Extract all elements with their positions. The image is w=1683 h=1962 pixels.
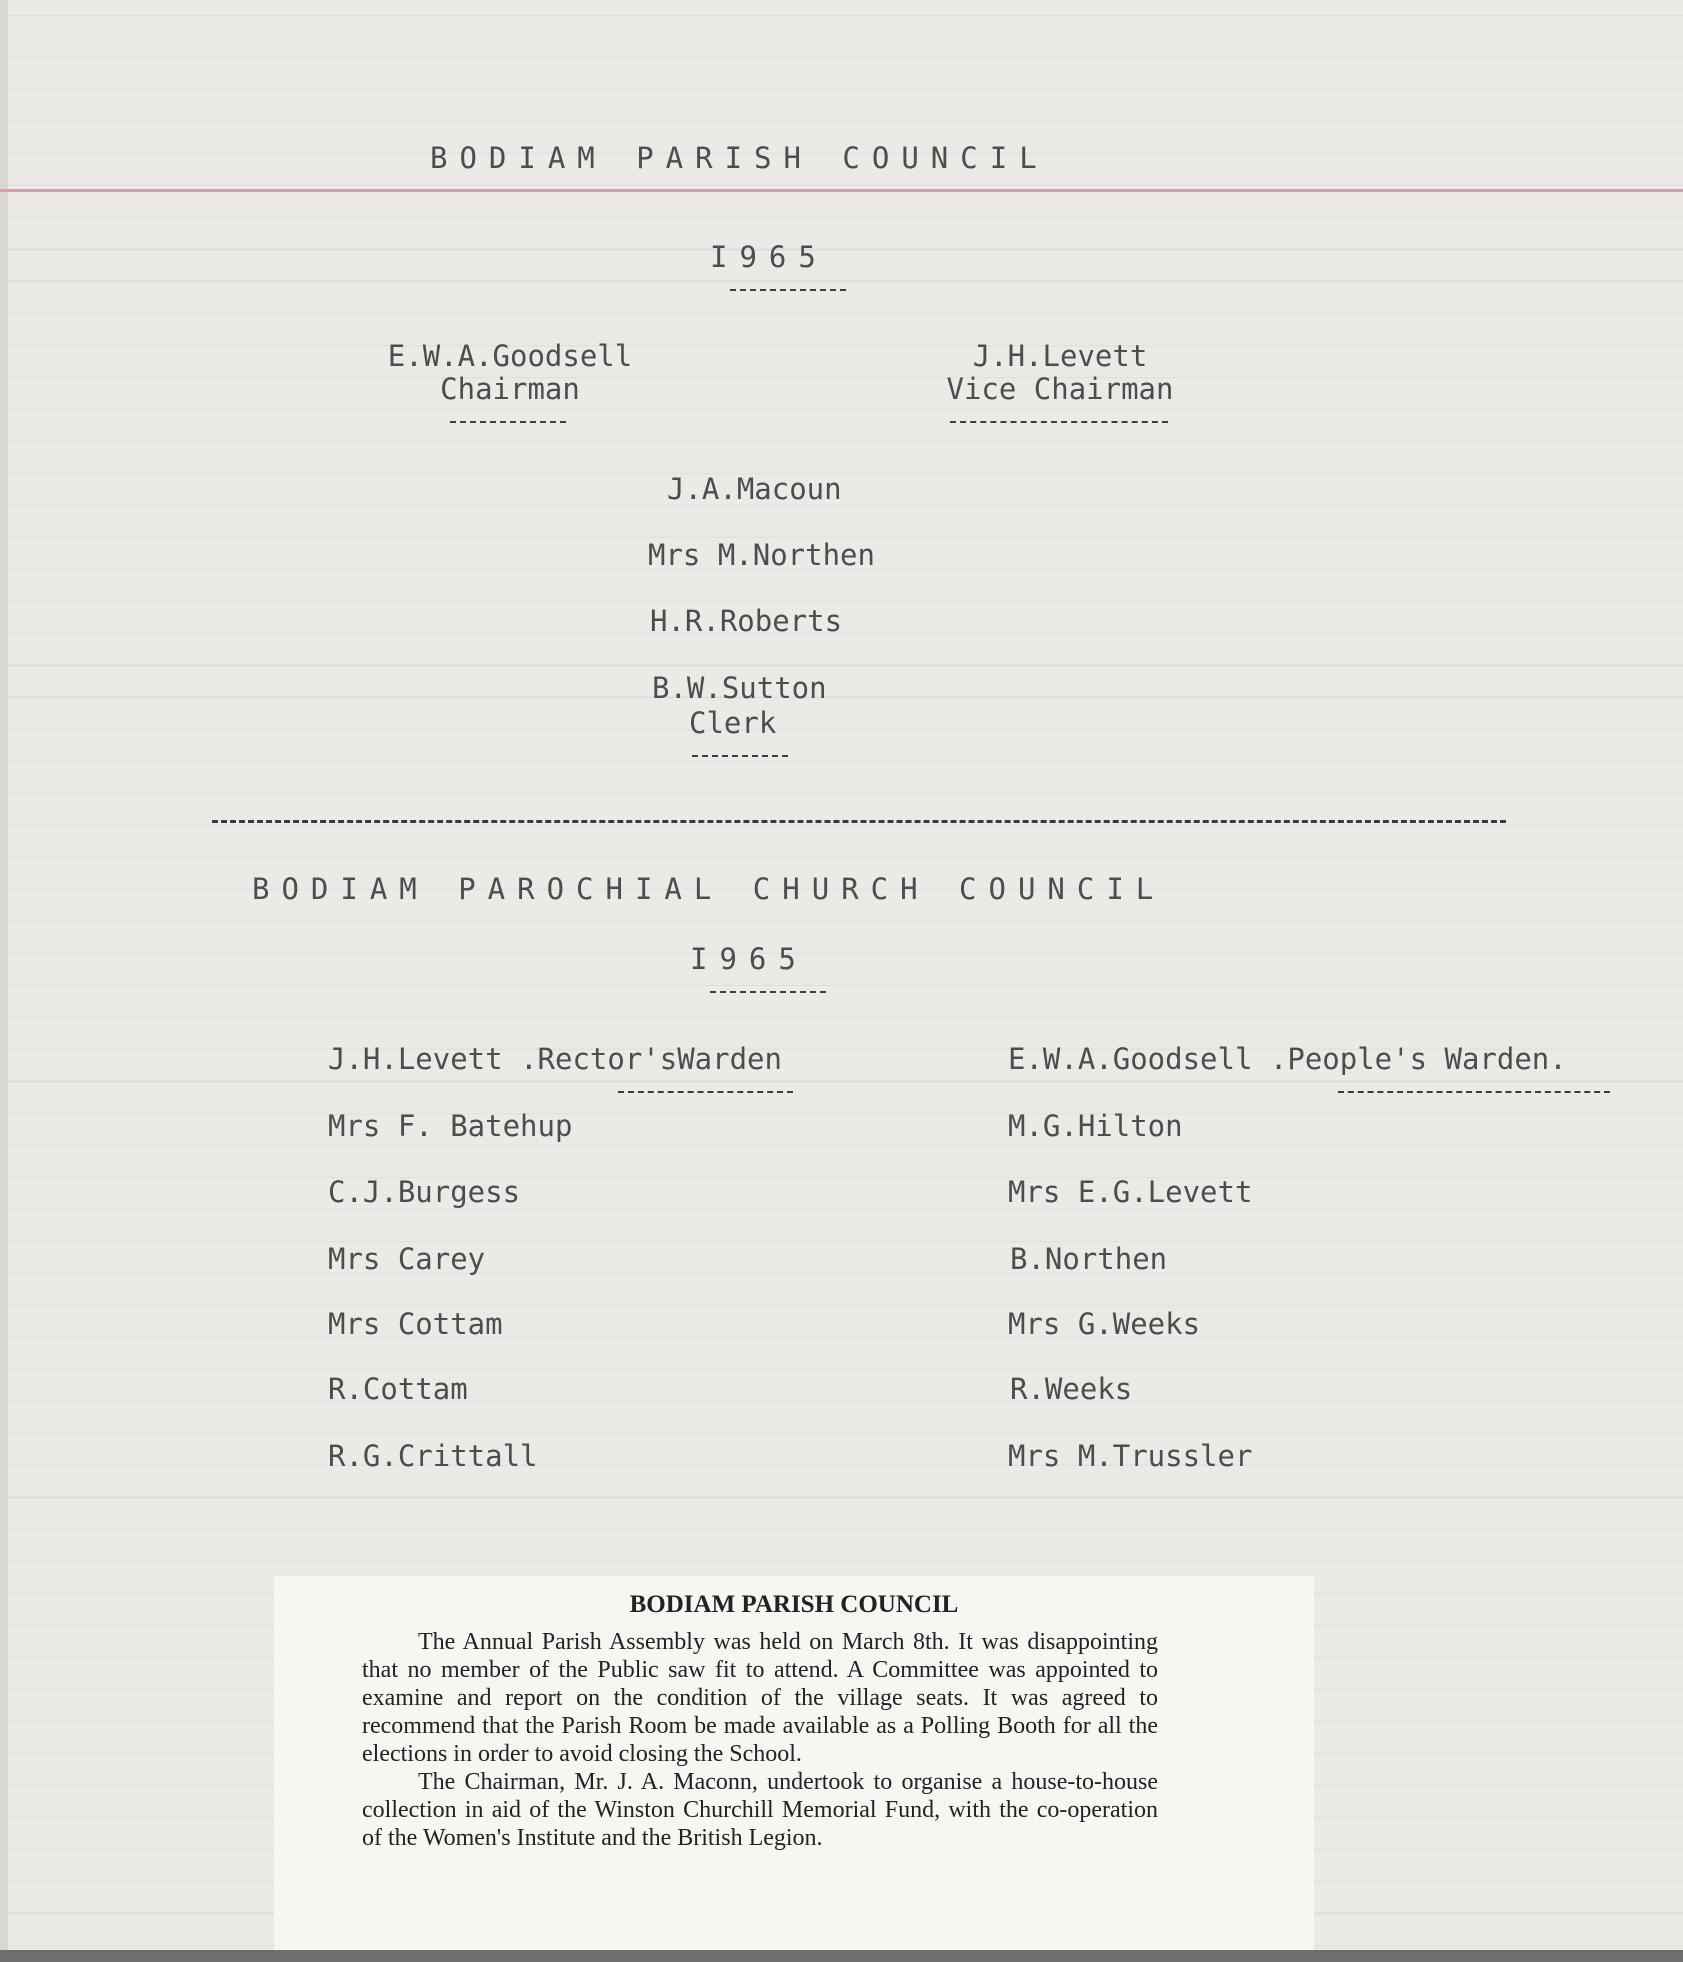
clerk-underline	[692, 755, 788, 759]
church-council-heading: BODIAM PAROCHIAL CHURCH COUNCIL	[252, 872, 1166, 906]
member-name: Mrs E.G.Levett	[1008, 1175, 1253, 1209]
clipping-title: BODIAM PARISH COUNCIL	[629, 1591, 959, 1618]
clipping-paragraph: The Chairman, Mr. J. A. Maconn, undertook to organise a house-to-house collection in aid of the Winston Churchill Memorial Fund, with the co-operation of the Women's Institute and the British Legion.	[362, 1769, 1158, 1851]
vice-chairman-name: J.H.Levett	[972, 339, 1148, 373]
member-name: Mrs M.Northen	[648, 538, 875, 572]
clipping-body	[362, 1628, 1158, 1852]
member-name: Mrs F. Batehup	[328, 1109, 573, 1143]
member-name: Mrs G.Weeks	[1008, 1307, 1201, 1341]
year-underline	[710, 991, 826, 995]
church-council-year: I965	[690, 942, 808, 976]
member-name: B.Northen	[1010, 1242, 1168, 1276]
member-name: R.Weeks	[1010, 1372, 1133, 1406]
year-underline	[730, 289, 846, 293]
member-name: M.G.Hilton	[1008, 1109, 1183, 1143]
member-name: R.G.Crittall	[328, 1439, 538, 1473]
parish-council-heading: BODIAM PARISH COUNCIL	[430, 141, 1049, 175]
newspaper-clipping	[274, 1576, 1314, 1952]
peoples-warden	[1008, 1042, 1567, 1076]
rectors-warden-underline	[618, 1091, 793, 1095]
vice-chairman-role: Vice Chairman	[946, 372, 1174, 406]
chairman-name: E.W.A.Goodsell	[387, 339, 633, 373]
member-name: Mrs Carey	[328, 1242, 486, 1276]
parish-council-year: I965	[710, 240, 828, 274]
peoples-warden-underline	[1338, 1091, 1610, 1095]
page-bottom-edge	[0, 1950, 1683, 1962]
member-name: R.Cottam	[328, 1372, 468, 1406]
peoples-warden-role: .People's Warden.	[1269, 1042, 1567, 1076]
member-name: J.A.Macoun	[667, 472, 842, 506]
rectors-warden-role: .Rector'sWarden	[520, 1042, 782, 1076]
page-left-edge	[0, 0, 8, 1962]
vice-chairman-underline	[950, 421, 1168, 425]
clipping-paragraph: The Annual Parish Assembly was held on March 8th. It was disappointing that no member of the Public saw fit to attend. A Committee was appointed to examine and report on the condition of the village seats. It was agreed to recommend that the Parish Room be made available as a Polling Booth for all the elections in order to avoid closing the School.	[362, 1629, 1158, 1767]
red-margin-rule	[0, 189, 1683, 192]
chairman-underline	[450, 421, 566, 425]
member-name: H.R.Roberts	[650, 604, 843, 638]
rectors-warden	[328, 1042, 782, 1076]
member-name: Mrs M.Trussler	[1008, 1439, 1253, 1473]
member-name: Mrs Cottam	[328, 1307, 503, 1341]
chairman-role: Chairman	[440, 372, 580, 406]
section-divider	[212, 820, 1506, 823]
clerk-role: Clerk	[689, 706, 777, 740]
peoples-warden-name: E.W.A.Goodsell	[1008, 1042, 1253, 1076]
clerk-name: B.W.Sutton	[652, 671, 827, 705]
rectors-warden-name: J.H.Levett	[328, 1042, 503, 1076]
member-name: C.J.Burgess	[328, 1175, 521, 1209]
